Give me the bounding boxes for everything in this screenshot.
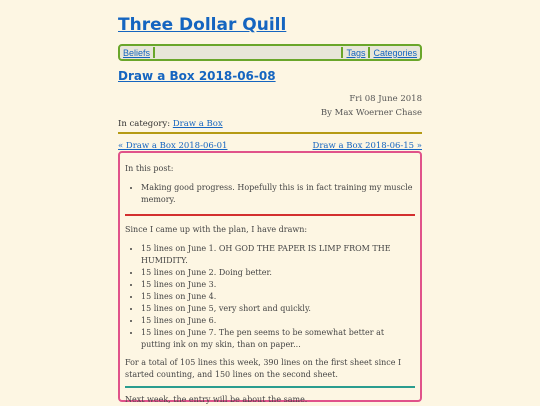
category-line (118, 119, 223, 129)
post-author: By Max Woerner Chase (320, 108, 422, 118)
nav-separator (153, 47, 155, 58)
post-title-link[interactable]: Draw a Box 2018-06-08 (118, 69, 276, 83)
nav-bar (118, 44, 422, 61)
list-item: • 15 lines on June 5, very short and quickly. (141, 303, 415, 315)
list-item: • 15 lines on June 2. Doing better. (141, 267, 415, 279)
next-post-link[interactable]: Draw a Box 2018-06-15 » (312, 141, 422, 151)
section-divider (125, 214, 415, 216)
section-divider (125, 386, 415, 388)
nav-tags-link[interactable]: Tags (346, 47, 366, 58)
list-item: • 15 lines on June 3. (141, 279, 415, 291)
nav-beliefs-link[interactable]: Beliefs (123, 47, 151, 58)
category-link[interactable]: Draw a Box (172, 119, 223, 129)
category-prefix: In category: (118, 119, 171, 129)
total-paragraph: For a total of 105 lines this week, 390 lines on the first sheet since I started counting, and 150 lines on the second sheet. (125, 358, 402, 379)
in-this-post-label: In this post: (125, 164, 174, 173)
list-item: • 15 lines on June 4. (141, 291, 415, 303)
site-title-link[interactable]: Three Dollar Quill (118, 15, 287, 35)
lines-list (125, 243, 415, 351)
previous-post-link[interactable]: « Draw a Box 2018-06-01 (118, 141, 228, 151)
post-date: Fri 08 June 2018 (349, 94, 422, 104)
header-divider (118, 132, 422, 134)
summary-item: • Making good progress. Hopefully this is in fact training my muscle memory. (141, 182, 415, 206)
intro-paragraph: Since I came up with the plan, I have drawn: (125, 225, 308, 234)
nav-categories-link[interactable]: Categories (373, 47, 417, 58)
closing-paragraph: Next week, the entry will be about the same. (125, 395, 308, 404)
list-item: • 15 lines on June 6. (141, 315, 415, 327)
list-item: • 15 lines on June 7. The pen seems to be somewhat better at putting ink on my skin, than on paper... (141, 327, 415, 351)
list-item: • 15 lines on June 1. OH GOD THE PAPER IS LIMP FROM THE HUMIDITY. (141, 243, 415, 267)
post-content (118, 151, 422, 402)
summary-list (125, 182, 415, 206)
